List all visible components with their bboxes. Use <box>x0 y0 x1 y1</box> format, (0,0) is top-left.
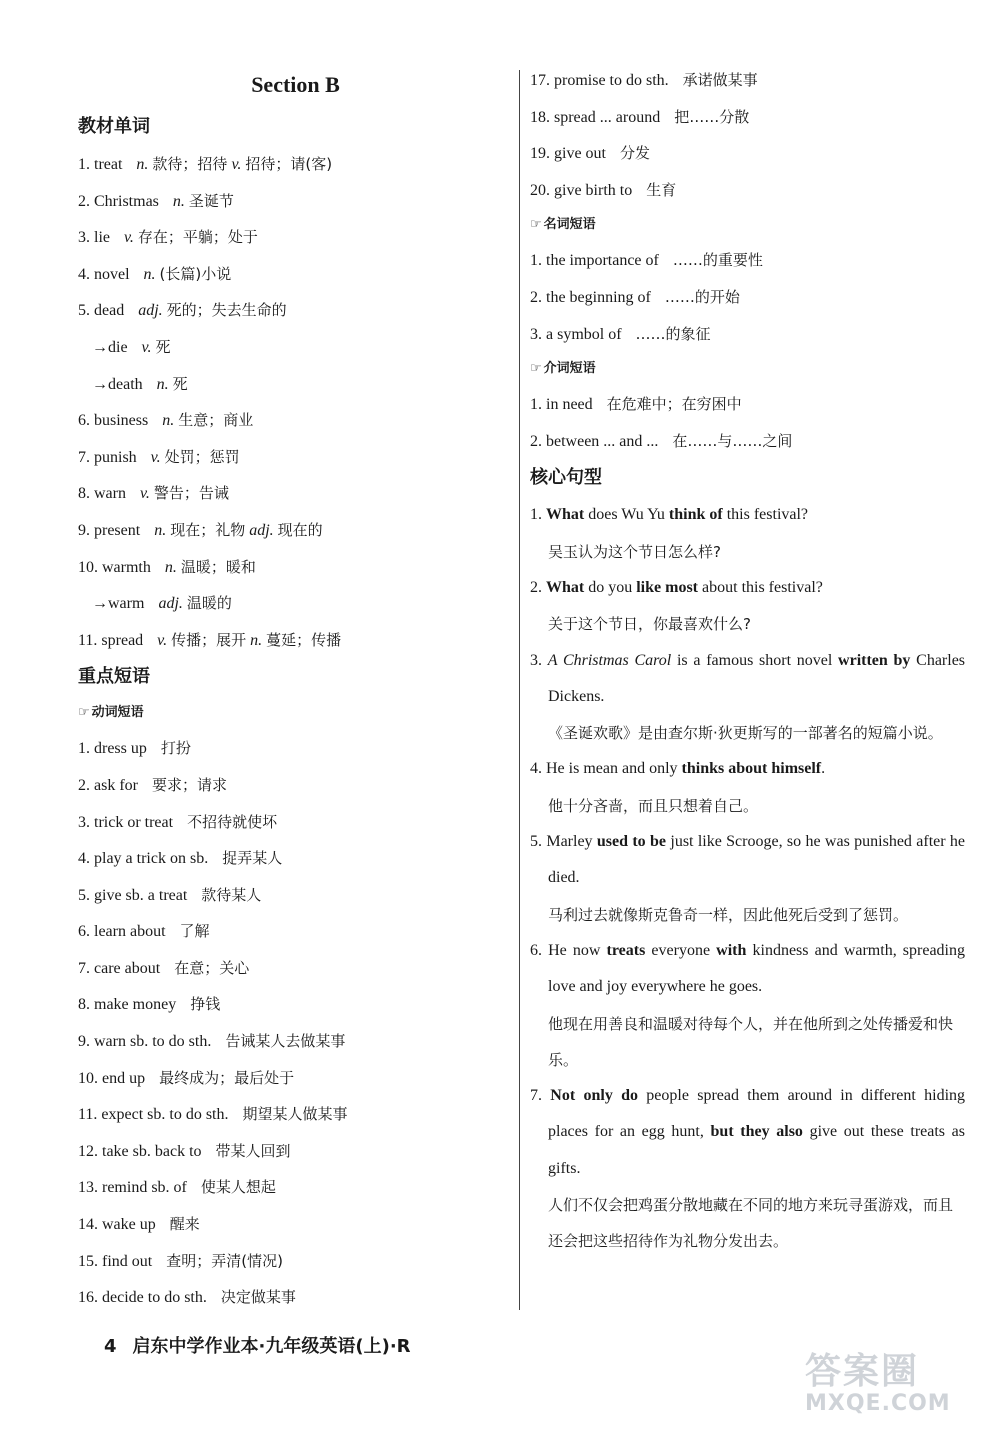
phrase-item <box>530 62 965 99</box>
phrase-zh: 期望某人做某事 <box>242 1105 348 1124</box>
vocab-meaning: 死 <box>172 374 188 393</box>
sentence-part: treats <box>606 941 646 959</box>
phrase-en: 3. a symbol of <box>530 325 622 343</box>
phrase-zh: 在意；关心 <box>174 958 250 977</box>
vocab-word: 11. spread <box>78 631 144 649</box>
phrase-en: 19. give out <box>530 145 606 163</box>
phrase-item <box>530 242 965 279</box>
prep-phrase-label: ☞ 介词短语 <box>530 361 596 377</box>
phrase-item <box>78 767 503 804</box>
vocab-item <box>78 292 503 329</box>
phrase-item <box>78 1206 503 1243</box>
vocab-meaning: 款待；招待 <box>152 155 228 173</box>
sentence-part: written by <box>838 651 911 669</box>
phrase-item <box>78 1169 503 1206</box>
sentence-part: like most <box>636 578 699 596</box>
vocab-item <box>78 439 503 476</box>
sentence-part: 3. <box>530 651 548 669</box>
phrase-zh: 捉弄某人 <box>222 849 283 868</box>
sentence-translation: 他现在用善良和温暖对待每个人，并在他所到之处传播爱和快乐。 <box>548 1014 954 1069</box>
phrase-en: 6. learn about <box>78 923 166 941</box>
phrase-item <box>78 840 503 877</box>
phrase-en: 2. the beginning of <box>530 288 651 306</box>
sentence-en <box>530 1078 965 1187</box>
phrase-zh: 款待某人 <box>201 885 262 904</box>
sentence-en <box>530 824 965 897</box>
sentence-translation: 人们不仅会把鸡蛋分散地藏在不同的地方来玩寻蛋游戏，而且还会把这些招待作为礼物分发出去。 <box>548 1195 954 1251</box>
sentence-part: A Christmas Carol <box>547 651 672 669</box>
section-title: Section B <box>251 72 340 97</box>
phrase-item <box>78 1133 503 1170</box>
vocab-item <box>78 183 503 220</box>
sentence-translation: 《圣诞欢歌》是由查尔斯·狄更斯写的一部著名的短篇小说。 <box>548 724 943 743</box>
phrase-en: 17. promise to do sth. <box>530 72 669 89</box>
part-of-speech: adj. <box>249 521 274 539</box>
vocab-meaning: 警告；告诫 <box>153 484 229 503</box>
vocab-word: 10. warmth <box>78 558 151 576</box>
phrase-en: 2. between ... and ... <box>530 432 659 450</box>
phrase-en: 9. warn sb. to do sth. <box>78 1033 212 1051</box>
vocab-meaning: 温暖的 <box>186 594 232 613</box>
phrase-zh: 了解 <box>179 922 210 941</box>
vocab-item <box>78 585 503 622</box>
vocab-word: →die <box>92 338 128 356</box>
pointing-hand-icon: ☞ <box>530 217 542 233</box>
sentence-translation: 关于这个节日，你最喜欢什么? <box>548 615 751 634</box>
vocab-word: 9. present <box>78 521 141 539</box>
part-of-speech: v. <box>124 229 134 247</box>
sentence-part: 6. He now <box>530 941 607 959</box>
sentence-part: Not only do <box>550 1087 639 1105</box>
phrase-zh: 在危难中；在穷困中 <box>606 395 742 414</box>
book-title: 启东中学作业本·九年级英语(上)·R <box>132 1336 411 1357</box>
part-of-speech: v. <box>157 631 168 649</box>
phrase-item <box>78 1096 503 1133</box>
vocab-meaning: 现在；礼物 <box>170 520 246 539</box>
phrase-zh: 告诫某人去做某事 <box>225 1032 346 1051</box>
part-of-speech: n. <box>154 521 167 539</box>
phrase-zh: ……的象征 <box>635 324 711 343</box>
vocab-meaning: 处罚；惩罚 <box>164 447 240 466</box>
vocab-meaning: 死 <box>155 337 171 356</box>
phrase-en: 2. ask for <box>78 776 138 794</box>
phrase-item <box>78 1023 503 1060</box>
verb-phrase-list-continued <box>530 62 965 208</box>
vocab-item <box>78 512 503 549</box>
phrase-zh: ……的重要性 <box>672 251 763 270</box>
noun-phrase-list <box>530 242 965 352</box>
phrase-zh: 在……与……之间 <box>672 431 793 450</box>
vocab-meaning: 存在；平躺；处于 <box>137 228 258 247</box>
vocab-meaning: (长篇)小说 <box>159 264 232 283</box>
phrase-zh: 分发 <box>620 144 651 163</box>
page-footer <box>104 1334 411 1360</box>
phrase-item <box>530 99 965 136</box>
sentence-part: with <box>716 941 747 959</box>
sentence-part: give out these treats as gifts. <box>548 1123 966 1177</box>
sentence-part: is a famous short novel <box>671 651 839 669</box>
sentence-en <box>530 933 965 1006</box>
vocab-word: 4. novel <box>78 265 130 283</box>
part-of-speech: v. <box>231 156 242 173</box>
phrase-item <box>530 386 965 423</box>
vocab-word: 5. dead <box>78 302 125 320</box>
sentence-part: What <box>546 578 585 596</box>
phrase-en: 10. end up <box>78 1069 146 1087</box>
phrase-zh: 查明；弄清(情况) <box>166 1251 283 1270</box>
phrase-item <box>530 316 965 353</box>
phrase-item <box>78 730 503 767</box>
phrase-en: 18. spread ... around <box>530 108 661 126</box>
vocab-meaning: 死的；失去生命的 <box>166 301 287 320</box>
phrase-item <box>530 279 965 316</box>
vocab-word: 2. Christmas <box>78 192 159 210</box>
sentence-part: 5. Marley <box>530 833 597 851</box>
phrase-en: 1. in need <box>530 396 593 414</box>
vocab-meaning: 招待；请(客) <box>245 155 333 173</box>
sentence-translation: 他十分吝啬，而且只想着自己。 <box>548 796 759 815</box>
phrase-en: 13. remind sb. of <box>78 1179 187 1197</box>
phrase-item <box>78 1279 503 1316</box>
phrase-item <box>78 913 503 950</box>
vocab-item <box>78 219 503 256</box>
sentence-part: just like Scrooge, so he was punished after he died. <box>548 833 966 887</box>
sentence-heading: 核心句型 <box>530 467 602 489</box>
vocab-word: 7. punish <box>78 448 137 466</box>
vocab-item <box>78 256 503 293</box>
vocab-word: 3. lie <box>78 229 110 247</box>
sentence-part: thinks about himself <box>681 760 822 778</box>
phrase-zh: ……的开始 <box>664 287 740 306</box>
sentence-part: 4. He is mean and only <box>530 760 682 778</box>
sentence-part: kindness and warmth, spreading love and joy everywhere he goes. <box>548 941 965 996</box>
vocab-meaning: 传播；展开 <box>171 630 247 649</box>
phrase-zh: 决定做某事 <box>220 1288 296 1307</box>
phrase-en: 12. take sb. back to <box>78 1142 202 1160</box>
phrase-item <box>530 423 965 460</box>
phrase-zh: 不招待就使坏 <box>187 812 278 831</box>
pointing-hand-icon: ☞ <box>78 705 90 721</box>
vocab-word: 8. warn <box>78 485 126 503</box>
phrase-en: 7. care about <box>78 959 161 977</box>
sentence-part: this festival? <box>722 506 809 524</box>
phrase-en: 3. trick or treat <box>78 813 174 831</box>
phrase-item <box>78 986 503 1023</box>
vocab-meaning: 生意；商业 <box>178 411 254 430</box>
vocab-item <box>78 366 503 403</box>
phrase-item <box>78 1060 503 1097</box>
vocab-item <box>78 549 503 586</box>
sentence-part: does Wu Yu <box>584 506 669 524</box>
phrase-en: 16. decide to do sth. <box>78 1289 207 1307</box>
vocab-meaning: 圣诞节 <box>188 191 234 210</box>
phrase-zh: 承诺做某事 <box>682 71 758 89</box>
sentence-en <box>530 570 965 606</box>
phrase-en: 8. make money <box>78 996 177 1014</box>
phrase-item <box>530 172 965 209</box>
phrase-en: 11. expect sb. to do sth. <box>78 1106 229 1124</box>
page-number: 4 <box>104 1336 117 1357</box>
part-of-speech: adj. <box>158 595 183 613</box>
phrase-en: 5. give sb. a treat <box>78 886 188 904</box>
watermark-line-2: MXQE.COM <box>805 1391 951 1416</box>
part-of-speech: n. <box>156 375 169 393</box>
vocab-item <box>78 146 503 183</box>
pointing-hand-icon: ☞ <box>530 361 542 377</box>
sentence-part: but they also <box>710 1123 803 1141</box>
sentence-en <box>530 643 965 716</box>
part-of-speech: n. <box>172 192 185 210</box>
column-divider <box>519 70 520 1310</box>
part-of-speech: n. <box>143 265 156 283</box>
watermark-logo <box>805 1352 965 1422</box>
part-of-speech: v. <box>139 485 150 503</box>
phrase-en: 20. give birth to <box>530 181 633 199</box>
right-column <box>530 62 965 1260</box>
phrase-item <box>78 1243 503 1280</box>
part-of-speech: v. <box>150 448 161 466</box>
vocab-word: 6. business <box>78 412 149 430</box>
part-of-speech: n. <box>250 631 263 649</box>
phrase-heading: 重点短语 <box>78 666 150 688</box>
phrase-item <box>78 950 503 987</box>
vocab-word: 1. treat <box>78 156 123 173</box>
part-of-speech: n. <box>162 412 175 430</box>
sentence-part: think of <box>668 506 723 524</box>
vocab-meaning: 现在的 <box>277 520 323 539</box>
verb-phrase-label: ☞ 动词短语 <box>78 705 144 721</box>
vocab-word: →warm <box>92 595 145 613</box>
vocab-heading: 教材单词 <box>78 116 150 137</box>
sentence-part: do you <box>584 578 637 596</box>
sentence-translation: 马利过去就像斯克鲁奇一样，因此他死后受到了惩罚。 <box>548 905 909 924</box>
sentence-en <box>530 497 965 533</box>
part-of-speech: n. <box>136 156 149 173</box>
part-of-speech: v. <box>141 338 152 356</box>
phrase-en: 1. dress up <box>78 740 147 758</box>
phrase-item <box>78 804 503 841</box>
sentence-part: 7. <box>530 1087 551 1105</box>
sentence-part: people spread them around in different hiding places for an egg hunt, <box>548 1087 966 1141</box>
phrase-en: 15. find out <box>78 1252 153 1270</box>
phrase-en: 4. play a trick on sb. <box>78 850 209 868</box>
vocab-meaning: 蔓延；传播 <box>266 630 342 649</box>
phrase-item <box>78 877 503 914</box>
vocab-meaning: 温暖；暖和 <box>180 557 256 576</box>
phrase-zh: 挣钱 <box>190 995 221 1014</box>
left-column <box>78 62 503 1316</box>
sentence-part: What <box>546 506 585 524</box>
sentence-part: 2. <box>530 578 546 596</box>
vocab-item <box>78 475 503 512</box>
part-of-speech: adj. <box>138 302 163 320</box>
phrase-zh: 带某人回到 <box>215 1141 291 1160</box>
part-of-speech: n. <box>164 558 177 576</box>
sentence-part: 1. <box>530 506 546 524</box>
vocab-item <box>78 329 503 366</box>
phrase-zh: 使某人想起 <box>200 1178 276 1197</box>
phrase-zh: 生育 <box>646 180 677 199</box>
verb-phrase-list <box>78 730 503 1316</box>
phrase-zh: 把……分散 <box>674 107 750 126</box>
sentence-part: everyone <box>645 941 717 959</box>
sentence-list <box>530 497 965 1259</box>
phrase-zh: 打扮 <box>160 739 191 758</box>
phrase-zh: 醒来 <box>169 1215 200 1234</box>
sentence-part: about this festival? <box>698 578 823 596</box>
vocab-item <box>78 622 503 659</box>
phrase-item <box>530 135 965 172</box>
phrase-zh: 最终成为；最后处于 <box>159 1068 295 1087</box>
sentence-part: Charles Dickens. <box>548 651 966 705</box>
watermark-line-1: 答案圈 <box>805 1351 920 1392</box>
sentence-part: used to be <box>596 833 667 851</box>
sentence-part: . <box>821 760 826 778</box>
phrase-en: 14. wake up <box>78 1216 156 1234</box>
sentence-translation: 吴玉认为这个节日怎么样? <box>548 542 721 561</box>
noun-phrase-label: ☞ 名词短语 <box>530 217 596 233</box>
vocab-item <box>78 402 503 439</box>
phrase-en: 1. the importance of <box>530 252 659 270</box>
sentence-en <box>530 751 965 787</box>
vocab-word: →death <box>92 375 143 393</box>
vocab-list <box>78 146 503 658</box>
prep-phrase-list <box>530 386 965 459</box>
phrase-zh: 要求；请求 <box>151 775 227 794</box>
